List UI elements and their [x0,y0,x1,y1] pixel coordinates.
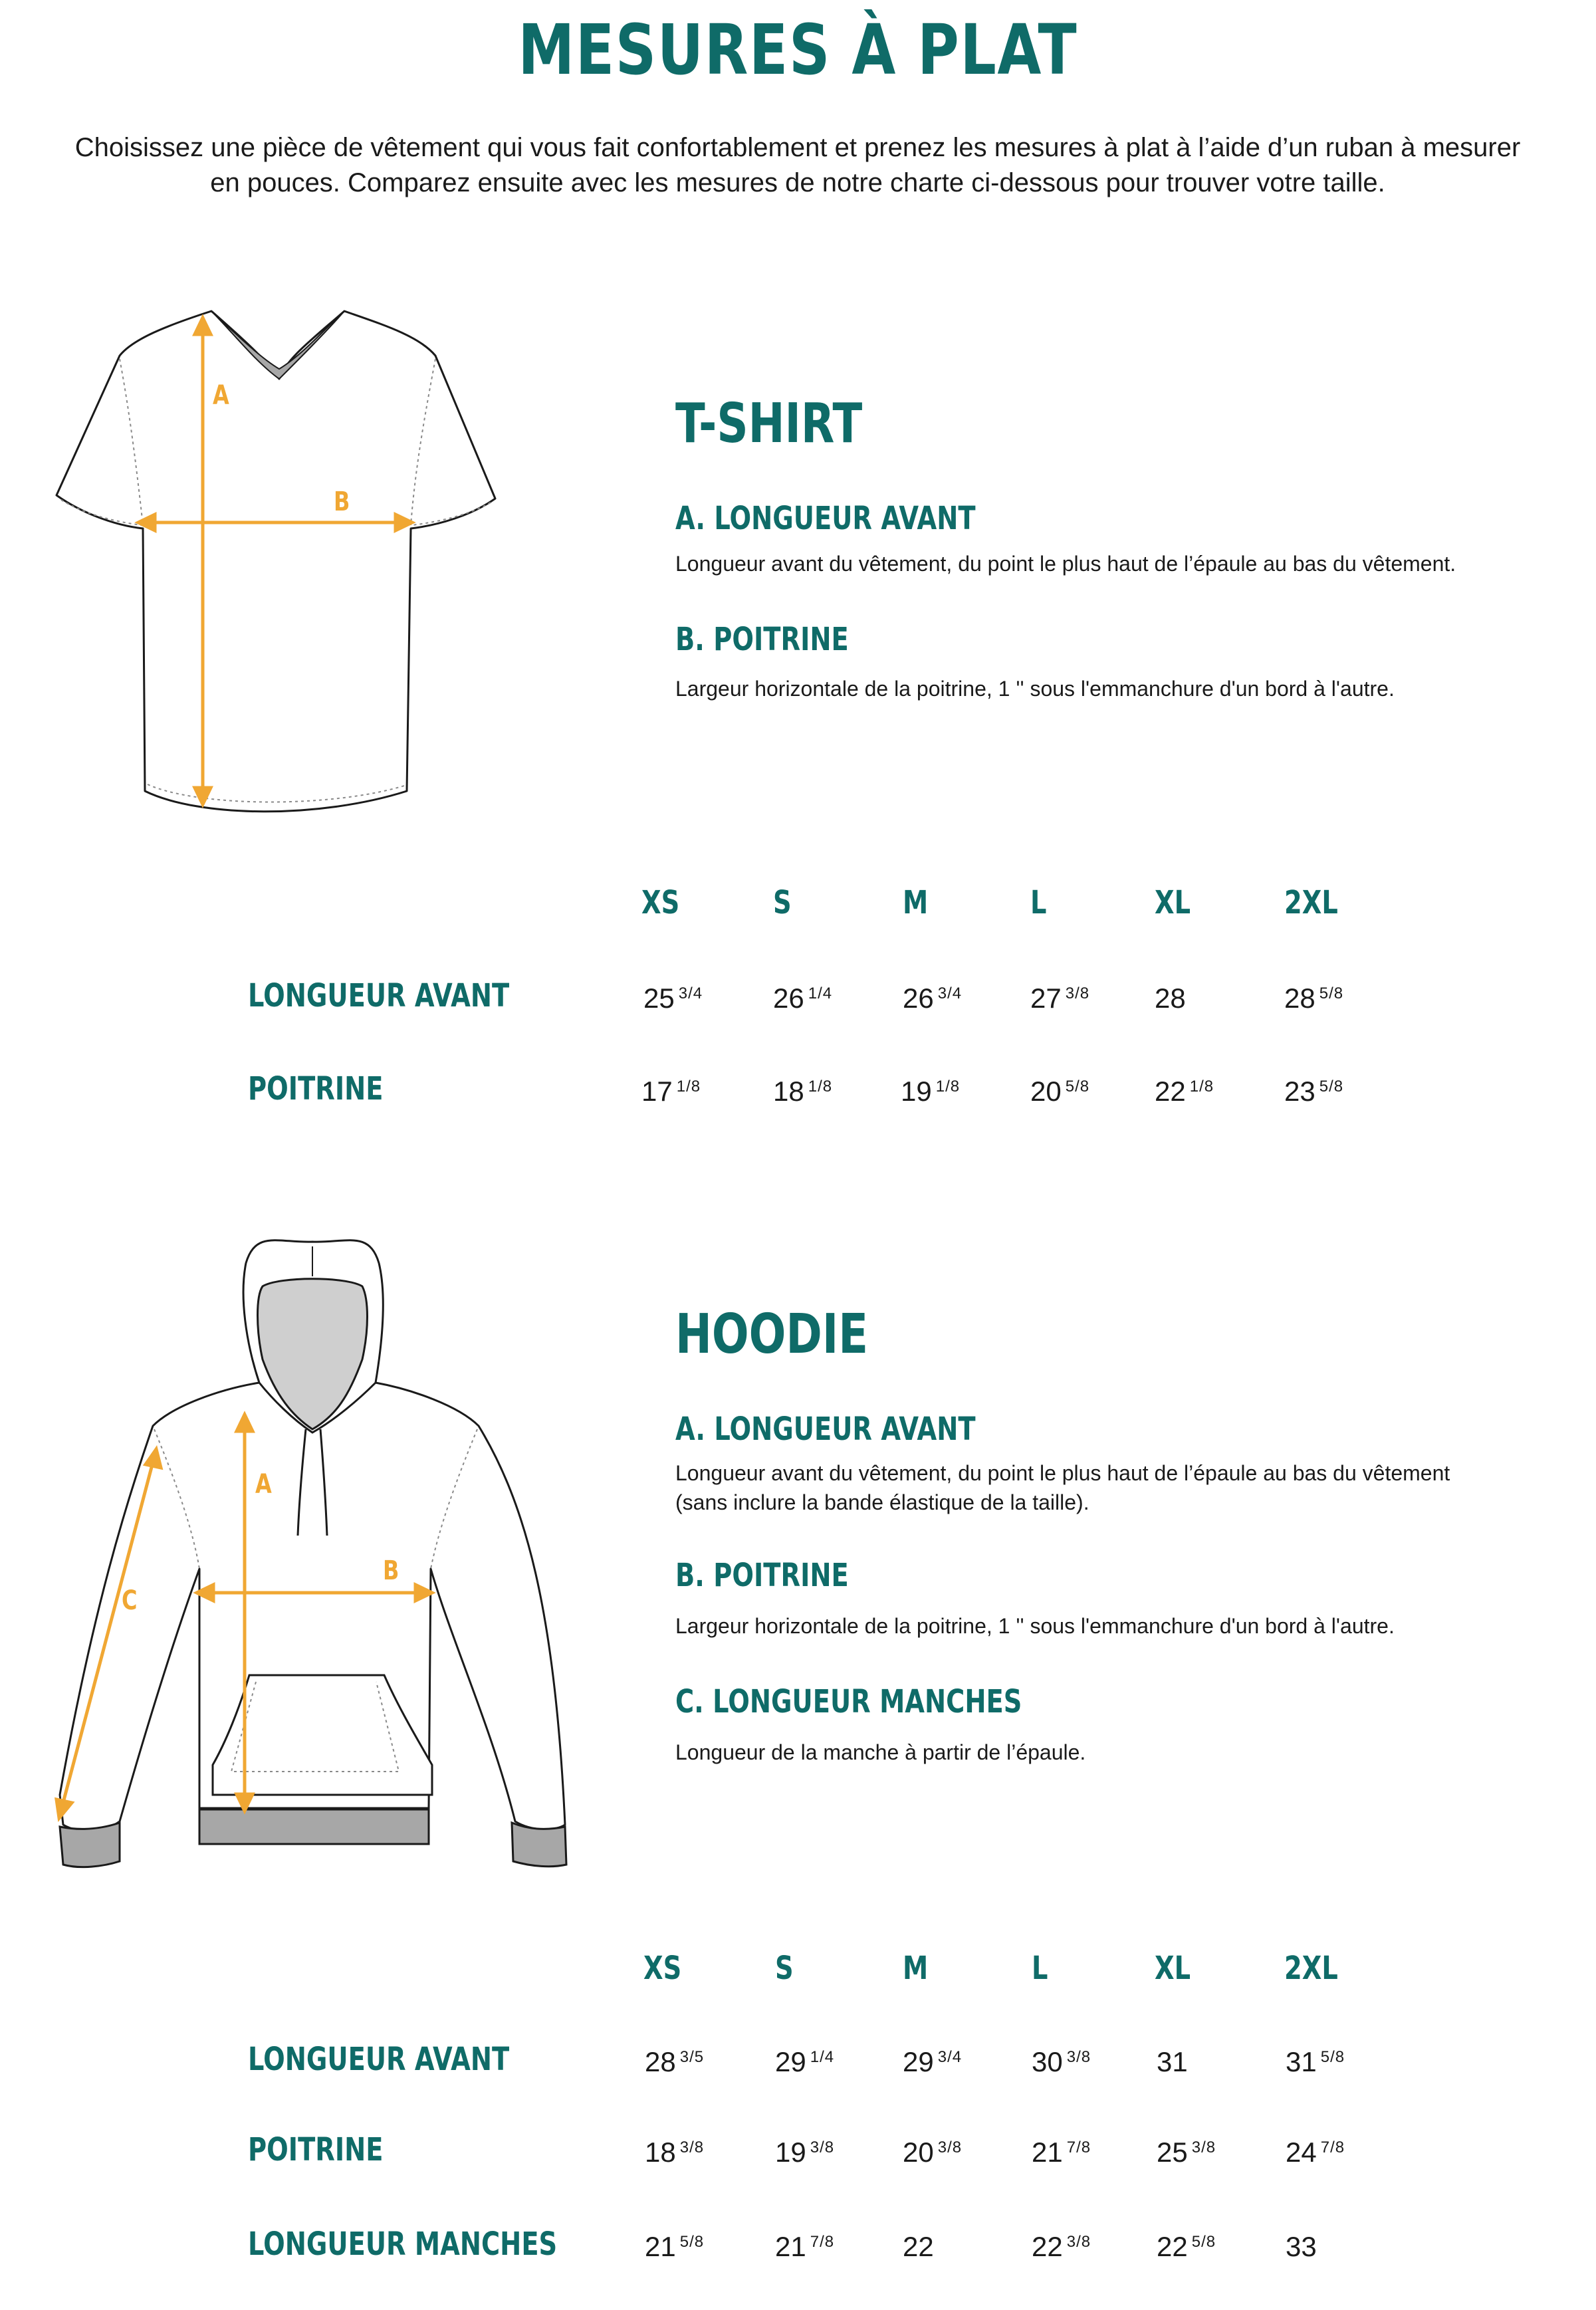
table-cell: 17 $^{1/8}$ [641,1076,701,1107]
size-header-xs: XS [641,884,680,921]
table-cell: 21 $^{5/8}$ [645,2231,705,2262]
hoodie-a-title: A. LONGUEUR AVANT [675,1411,976,1448]
hoodie-label-c: C [122,1585,138,1616]
table-cell: 23 $^{5/8}$ [1284,1076,1344,1107]
tshirt-label-a: A [213,380,229,411]
table-cell: 22 $^{5/8}$ [1157,2231,1216,2262]
hoodie-b-title: B. POITRINE [675,1557,849,1594]
table-cell: 30 $^{3/8}$ [1032,2046,1091,2077]
row-label-poitrine: POITRINE [248,2131,384,2168]
size-header-xl: XL [1155,884,1191,921]
page-title: MESURES À PLAT [518,9,1078,90]
tshirt-b-title: B. POITRINE [675,621,849,658]
size-header-s: S [775,1950,794,1987]
tshirt-label-b: B [334,487,350,517]
hoodie-a-desc-line1: Longueur avant du vêtement, du point le plus haut de l’épaule au bas du vêtement [675,1461,1450,1485]
table-cell: 27 $^{3/8}$ [1030,982,1090,1014]
row-label-poitrine: POITRINE [248,1070,384,1107]
tshirt-a-title: A. LONGUEUR AVANT [675,500,976,537]
size-header-2xl: 2XL [1284,884,1338,921]
size-header-s: S [773,884,792,921]
table-cell: 31 $^{5/8}$ [1286,2046,1345,2077]
tshirt-b-desc: Largeur horizontale de la poitrine, 1 '' sous l'emmanchure d'un bord à l'autre. [675,677,1395,701]
size-header-xs: XS [643,1950,682,1987]
size-header-2xl: 2XL [1284,1950,1338,1987]
tshirt-section-title: T-SHIRT [675,392,863,455]
table-cell: 21 $^{7/8}$ [1032,2137,1091,2168]
table-cell: 19 $^{3/8}$ [775,2137,835,2168]
size-header-xl: XL [1155,1950,1191,1987]
hoodie-c-desc: Longueur de la manche à partir de l’épaule. [675,1740,1086,1764]
table-cell: 33 [1286,2231,1317,2262]
table-cell: 19 $^{1/8}$ [901,1076,961,1107]
table-cell: 28 [1155,982,1186,1014]
hoodie-b-desc: Largeur horizontale de la poitrine, 1 '' sous l'emmanchure d'un bord à l'autre. [675,1614,1395,1638]
table-cell: 20 $^{3/8}$ [903,2137,963,2168]
table-cell: 22 $^{1/8}$ [1155,1076,1214,1107]
table-cell: 18 $^{1/8}$ [773,1076,833,1107]
table-cell: 29 $^{3/4}$ [903,2046,963,2077]
hoodie-a-desc-line2: (sans inclure la bande élastique de la taille). [675,1490,1089,1514]
row-label-longueur-avant: LONGUEUR AVANT [248,977,510,1014]
hoodie-section-title: HOODIE [675,1303,869,1366]
row-label-longueur-manches: LONGUEUR MANCHES [248,2226,558,2263]
size-header-m: M [903,884,929,921]
size-header-l: L [1032,1950,1048,1987]
size-header-l: L [1030,884,1047,921]
intro-text: Choisissez une pièce de vêtement qui vous fait confortablement et prenez les mesures à plat à l’aide d’un ruban à mesurer en pouces. Comparez ensuite avec les mesures de notre charte ci-dessous pour trouver votre taille. [74,133,1521,197]
table-cell: 20 $^{5/8}$ [1030,1076,1090,1107]
hoodie-c-title: C. LONGUEUR MANCHES [675,1683,1022,1720]
tshirt-a-desc: Longueur avant du vêtement, du point le plus haut de l’épaule au bas du vêtement. [675,552,1456,576]
table-cell: 28 $^{5/8}$ [1284,982,1344,1014]
hoodie-label-b: B [383,1556,399,1586]
table-cell: 22 $^{3/8}$ [1032,2231,1091,2262]
table-cell: 22 [903,2231,934,2262]
table-cell: 25 $^{3/8}$ [1157,2137,1216,2168]
table-cell: 26 $^{3/4}$ [903,982,963,1014]
table-cell: 21 $^{7/8}$ [775,2231,835,2262]
table-cell: 29 $^{1/4}$ [775,2046,835,2077]
table-cell: 18 $^{3/8}$ [645,2137,705,2168]
table-cell: 24 $^{7/8}$ [1286,2137,1345,2168]
size-header-m: M [903,1950,929,1987]
table-cell: 31 [1157,2046,1188,2077]
table-cell: 26 $^{1/4}$ [773,982,833,1014]
table-cell: 28 $^{3/5}$ [645,2046,705,2077]
hoodie-label-a: A [255,1469,272,1500]
row-label-longueur-avant: LONGUEUR AVANT [248,2041,510,2078]
table-cell: 25 $^{3/4}$ [643,982,703,1014]
